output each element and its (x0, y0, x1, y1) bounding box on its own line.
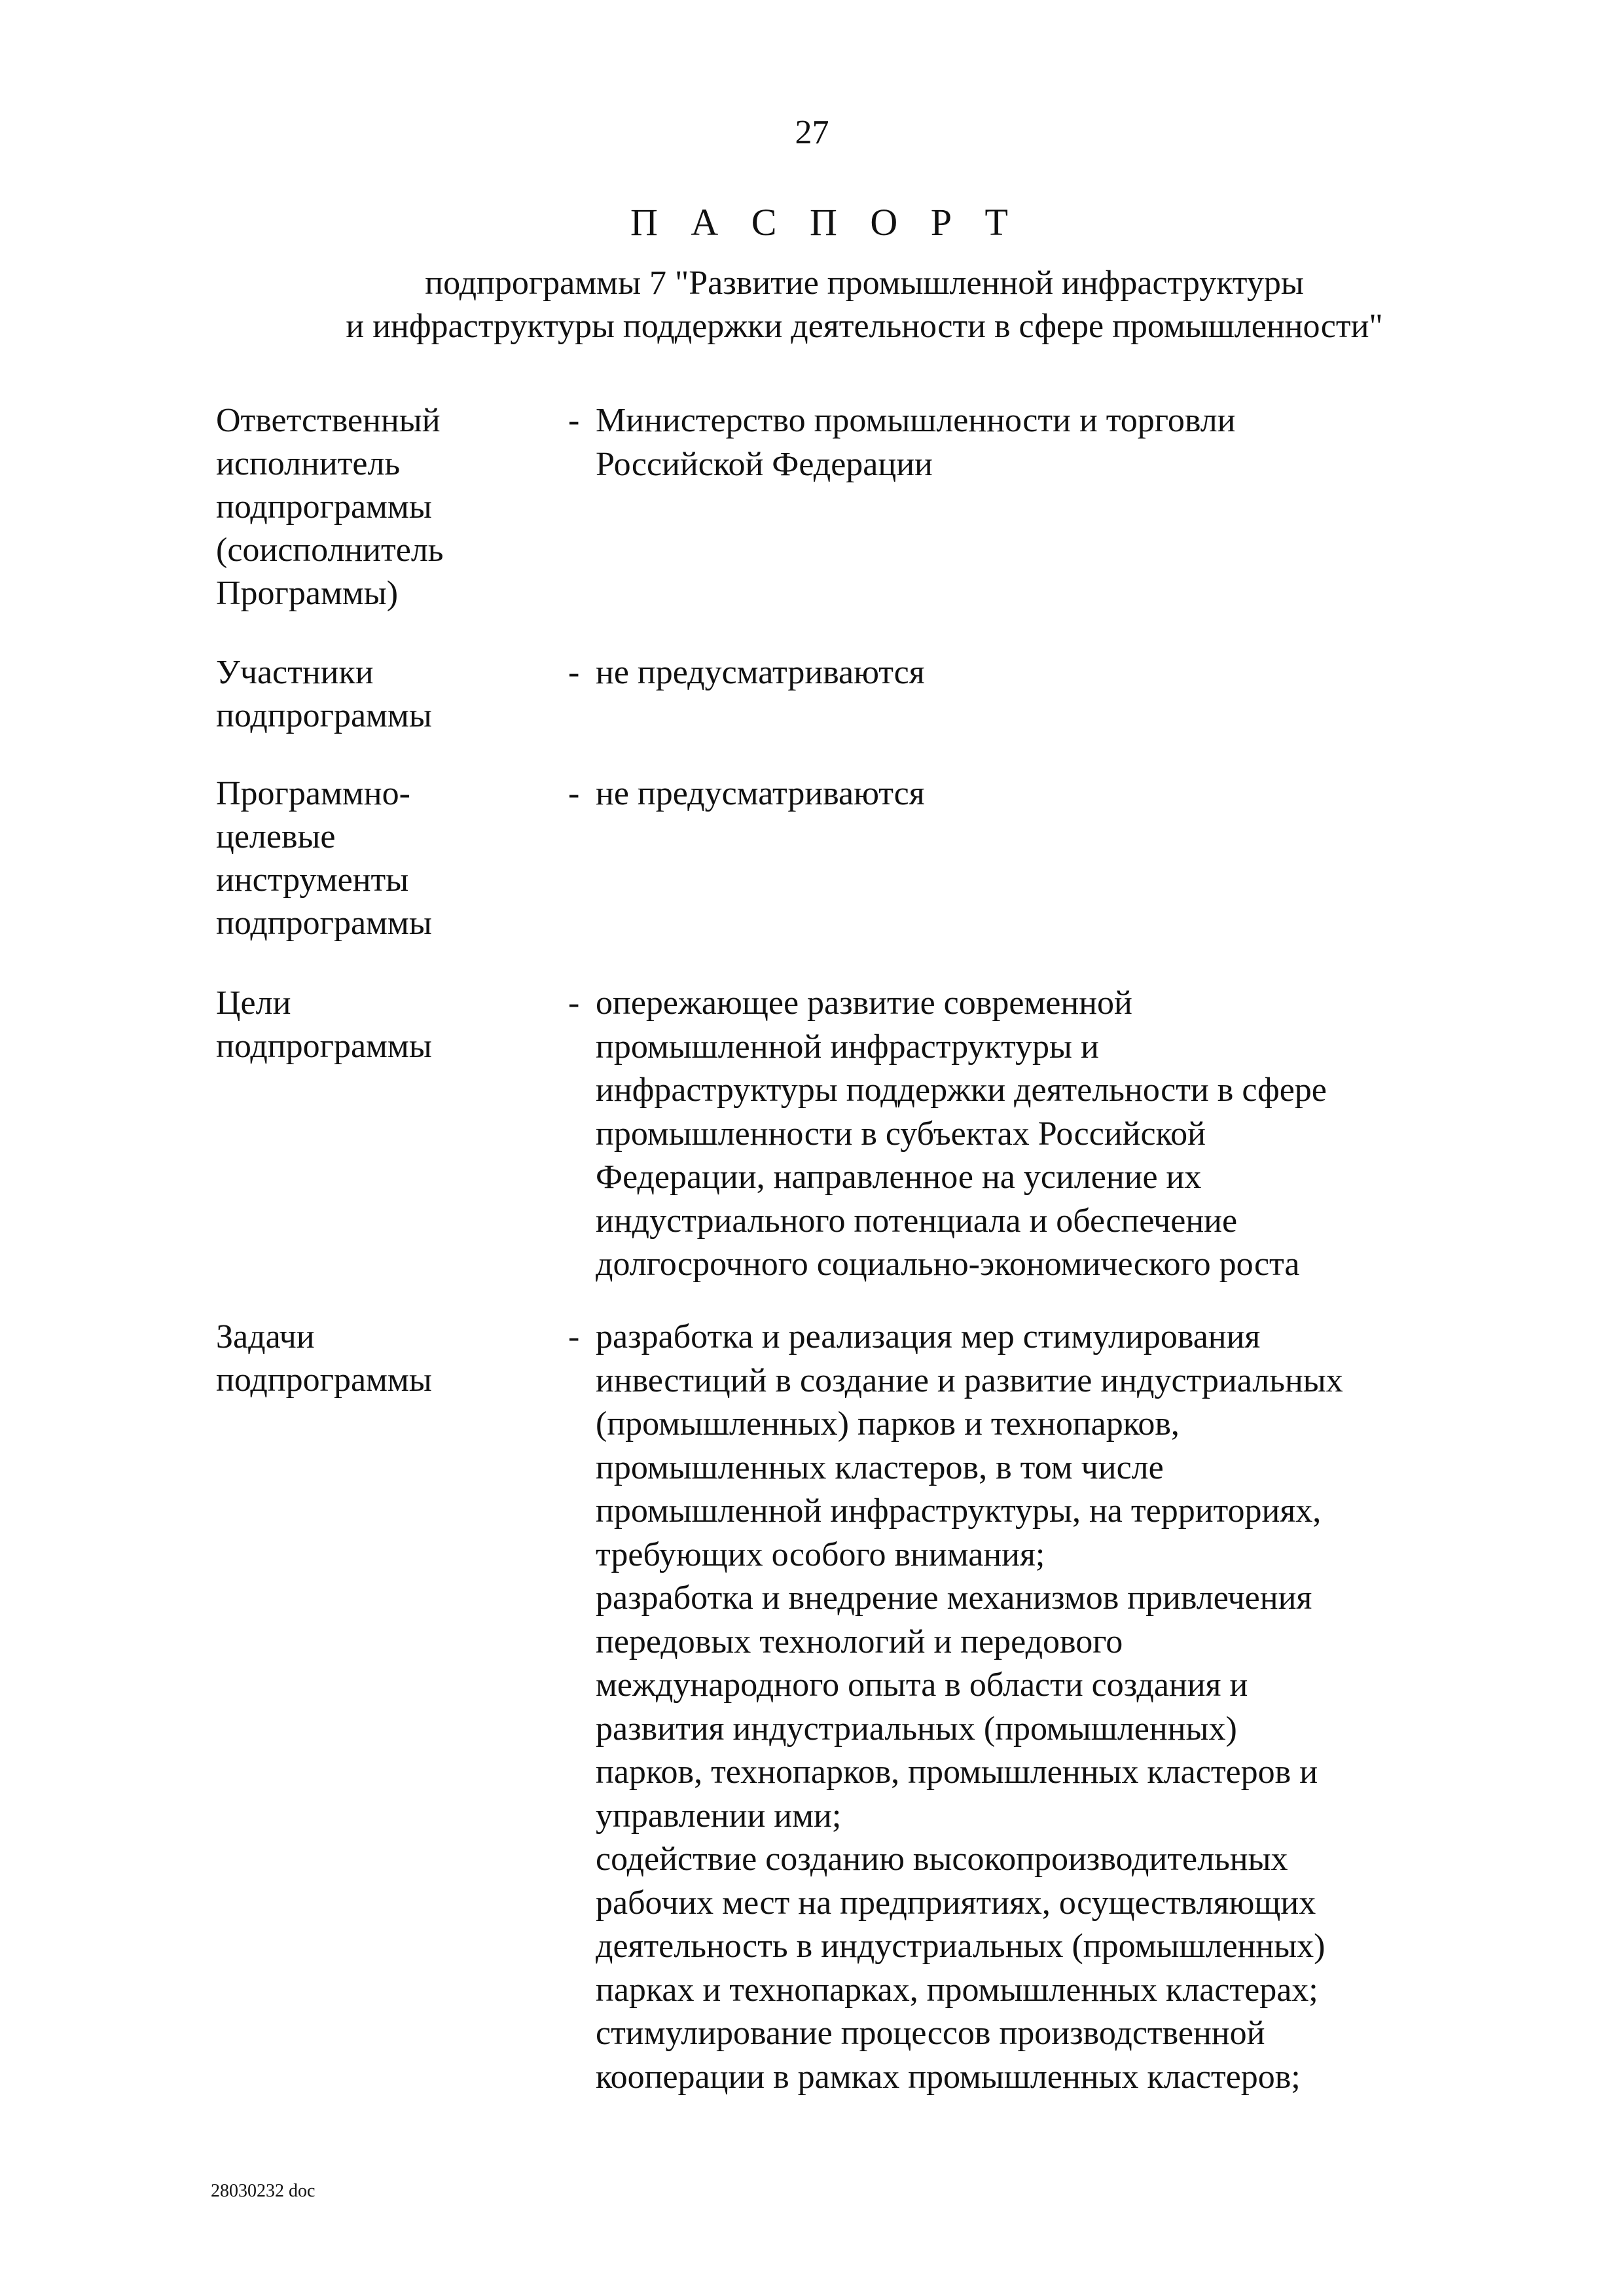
row-dash: - (568, 775, 580, 812)
value-line: инвестиций в создание и развитие индустриальных (596, 1361, 1343, 1399)
value-line: рабочих мест на предприятиях, осуществляющих (596, 1884, 1316, 1922)
value-line: парков, технопарков, промышленных кластеров и (596, 1753, 1318, 1791)
row-label (216, 399, 530, 615)
value-line: промышленности в субъектах Российской (596, 1115, 1206, 1153)
label-line: Цели (216, 984, 291, 1022)
value-line: содействие созданию высокопроизводительных (596, 1840, 1288, 1878)
label-line: инструменты (216, 861, 409, 899)
row-label (216, 982, 530, 1068)
label-line: подпрограммы (216, 905, 432, 942)
label-line: подпрограммы (216, 488, 432, 526)
value-line: Российской Федерации (596, 445, 933, 483)
row-dash: - (568, 1318, 580, 1355)
label-line: подпрограммы (216, 1361, 432, 1399)
footer-document-code: 28030232 doc (211, 2181, 316, 2201)
value-line: индустриального потенциала и обеспечение (596, 1202, 1238, 1240)
label-line: целевые (216, 818, 336, 855)
document-subtitle (0, 262, 1624, 348)
value-line: стимулирование процессов производственной (596, 2015, 1265, 2052)
value-line: деятельность в индустриальных (промышленных) (596, 1928, 1326, 1965)
value-line: разработка и внедрение механизмов привлечения (596, 1579, 1312, 1617)
row-value (596, 399, 1473, 486)
row-value (596, 1316, 1473, 2099)
subtitle-line: подпрограммы 7 "Развитие промышленной инфраструктуры (425, 264, 1304, 302)
label-line: Программно- (216, 775, 410, 812)
row-dash: - (568, 984, 580, 1022)
value-line: Министерство промышленности и торговли (596, 402, 1236, 439)
label-line: Участники (216, 654, 374, 691)
value-line: (промышленных) парков и технопарков, (596, 1405, 1180, 1443)
value-line: управлении ими; (596, 1797, 842, 1835)
value-line: инфраструктуры поддержки деятельности в сфере (596, 1071, 1327, 1109)
label-line: исполнитель (216, 445, 401, 482)
label-line: Программы) (216, 575, 399, 612)
value-line: не предусматриваются (596, 654, 925, 691)
value-line: долгосрочного социально-экономического роста (596, 1246, 1300, 1283)
row-dash: - (568, 402, 580, 439)
value-line: требующих особого внимания; (596, 1535, 1045, 1573)
row-value (596, 982, 1473, 1287)
value-line: передовых технологий и передового (596, 1623, 1123, 1660)
value-line: международного опыта в области создания и (596, 1666, 1248, 1704)
value-line: парках и технопарках, промышленных кластерах; (596, 1971, 1318, 2009)
label-line: (соисполнитель (216, 531, 444, 569)
row-value (596, 772, 1473, 816)
value-line: промышленной инфраструктуры, на территориях, (596, 1492, 1322, 1530)
row-label (216, 651, 530, 738)
value-line: кооперации в рамках промышленных кластеров; (596, 2058, 1301, 2096)
row-value (596, 651, 1473, 695)
row-dash: - (568, 654, 580, 691)
value-line: Федерации, направленное на усиление их (596, 1158, 1202, 1196)
label-line: подпрограммы (216, 697, 432, 734)
page-number: 27 (795, 114, 829, 151)
value-line: промышленной инфраструктуры и (596, 1028, 1099, 1066)
value-line: не предусматриваются (596, 775, 925, 812)
label-line: Задачи (216, 1318, 315, 1355)
value-line: разработка и реализация мер стимулирования (596, 1318, 1261, 1355)
row-label (216, 772, 530, 945)
label-line: подпрограммы (216, 1028, 432, 1065)
value-line: промышленных кластеров, в том числе (596, 1448, 1164, 1486)
value-line: развития индустриальных (промышленных) (596, 1710, 1237, 1748)
value-line: опережающее развитие современной (596, 984, 1132, 1022)
document-title: П А С П О Р Т (630, 201, 1020, 243)
label-line: Ответственный (216, 402, 441, 439)
row-label (216, 1316, 530, 1402)
subtitle-line: и инфраструктуры поддержки деятельности в сфере промышленности" (346, 308, 1383, 345)
